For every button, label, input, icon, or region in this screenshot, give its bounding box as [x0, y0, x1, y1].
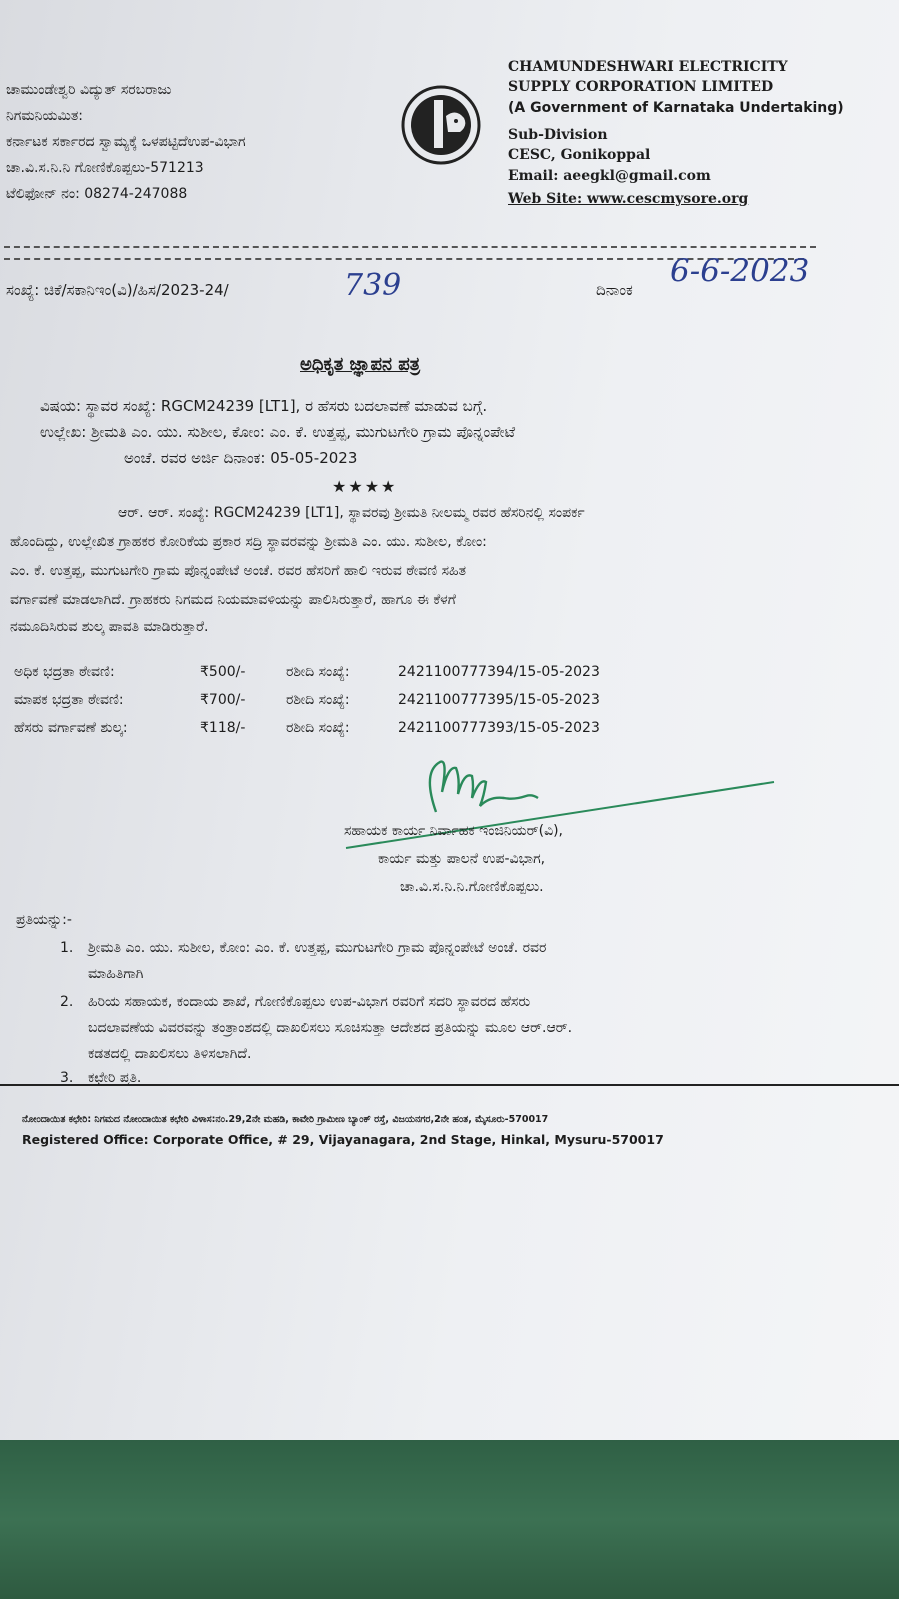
stars-separator: ★★★★ — [332, 477, 398, 496]
body-line-2: ಹೊಂದಿದ್ದು, ಉಲ್ಲೇಖಿತ ಗ್ರಾಹಕರ ಕೋರಿಕೆಯ ಪ್ರಕಾರ ಸದ್ರಿ ಸ್ಥಾವರವನ್ನು ಶ್ರೀಮತಿ ಎಂ. ಯು. ಸುಶೀಲ, ಕೋಂ: — [10, 534, 487, 550]
signatory-designation: ಸಹಾಯಕ ಕಾರ್ಯ ನಿರ್ವಾಹಕ ಇಂಜಿನಿಯರ್(ವಿ), — [344, 823, 564, 839]
header-en-line-3: (A Government of Karnataka Undertaking) — [508, 100, 844, 116]
fee-row — [14, 720, 600, 736]
reference-number-label: ಸಂಖ್ಯೆ: ಚಿಕೆ/ಸಕಾನಿಇಂ(ವಿ)/ಹಿಸ/2023-24/ — [6, 281, 229, 299]
footer-divider — [0, 1084, 899, 1086]
copy-line: ಶ್ರೀಮತಿ ಎಂ. ಯು. ಸುಶೀಲ, ಕೋಂ: ಎಂ. ಕೆ. ಉತ್ತಪ್ಪ, ಮುಗುಟಗೇರಿ ಗ್ರಾಮ ಪೊನ್ನಂಪೇಟೆ ಅಂಚೆ. ರವರ — [88, 940, 547, 956]
header-en-line-1: CHAMUNDESHWARI ELECTRICITY — [508, 59, 788, 75]
body-line-5: ನಮೂದಿಸಿರುವ ಶುಲ್ಕ ಪಾವತಿ ಮಾಡಿರುತ್ತಾರೆ. — [10, 619, 209, 635]
copy-number: 3. — [60, 1070, 74, 1086]
copy-line: ಹಿರಿಯ ಸಹಾಯಕ, ಕಂದಾಯ ಶಾಖೆ, ಗೋಣಿಕೊಪ್ಪಲು ಉಪ-ವಿಭಾಗ ರವರಿಗೆ ಸದರಿ ಸ್ಥಾವರದ ಹೆಸರು — [88, 994, 531, 1010]
body-line-1: ಆರ್. ಆರ್. ಸಂಖ್ಯೆ: RGCM24239 [LT1], ಸ್ಥಾವರವು ಶ್ರೀಮತಿ ನೀಲಮ್ಮ ರವರ ಹೆಸರಿನಲ್ಲಿ ಸಂಪರ್ಕ — [118, 505, 585, 521]
header-kn-line-3: ಕರ್ನಾಟಕ ಸರ್ಕಾರದ ಸ್ವಾಮ್ಯಕ್ಕೆ ಒಳಪಟ್ಟಿದೆಉಪ-ವಿಭಾಗ — [6, 134, 246, 150]
copy-line: ಕಛೇರಿ ಪ್ರತಿ. — [88, 1070, 142, 1086]
cesc-logo-icon — [398, 82, 484, 168]
fee-receipt-number: 2421100777393/15-05-2023 — [398, 720, 600, 736]
fee-amount: ₹118/- — [200, 720, 246, 736]
copy-number: 1. — [60, 940, 74, 956]
copy-number: 2. — [60, 994, 74, 1010]
fee-label: ಹೆಸರು ವರ್ಗಾವಣೆ ಶುಲ್ಕ: — [14, 720, 128, 736]
fee-receipt-number: 2421100777395/15-05-2023 — [398, 692, 600, 708]
copy-line: ಮಾಹಿತಿಗಾಗಿ — [88, 966, 144, 982]
fee-label: ಮಾಪಕ ಭದ್ರತಾ ಠೇವಣಿ: — [14, 692, 124, 708]
header-kn-line-4: ಚಾ.ವಿ.ಸ.ನಿ.ನಿ ಗೋಣಿಕೊಪ್ಪಲು-571213 — [6, 160, 204, 176]
header-en-email: Email: aeegkl@gmail.com — [508, 168, 711, 184]
copy-line: ಬದಲಾವಣೆಯ ವಿವರವನ್ನು ತಂತ್ರಾಂಶದಲ್ಲಿ ದಾಖಲಿಸಲು ಸೂಚಿಸುತ್ತಾ ಆದೇಶದ ಪ್ರತಿಯನ್ನು ಮೂಲ ಆರ್.ಆರ್. — [88, 1020, 573, 1036]
fee-receipt-label: ರಶೀದಿ ಸಂಖ್ಯೆ: — [286, 664, 350, 680]
header-kn-line-5: ಟೆಲಿಫೋನ್ ನಂ: 08274-247088 — [6, 186, 188, 202]
header-kn-line-1: ಚಾಮುಂಡೇಶ್ವರಿ ವಿದ್ಯುತ್ ಸರಬರಾಜು — [6, 82, 172, 98]
fee-row — [14, 664, 600, 680]
background-cloth — [0, 1440, 899, 1599]
date-label: ದಿನಾಂಕ — [596, 281, 633, 299]
fee-amount: ₹700/- — [200, 692, 246, 708]
subject-line: ವಿಷಯ: ಸ್ಥಾವರ ಸಂಖ್ಯೆ: RGCM24239 [LT1], ರ ಹೆಸರು ಬದಲಾವಣೆ ಮಾಡುವ ಬಗ್ಗೆ. — [40, 397, 488, 415]
fee-amount: ₹500/- — [200, 664, 246, 680]
body-line-3: ಎಂ. ಕೆ. ಉತ್ತಪ್ಪ, ಮುಗುಟಗೇರಿ ಗ್ರಾಮ ಪೊನ್ನಂಪೇಟೆ ಅಂಚೆ. ರವರ ಹೆಸರಿಗೆ ಹಾಲಿ ಇರುವ ಠೇವಣಿ ಸಹಿತ — [10, 563, 467, 579]
header-en-line-2: SUPPLY CORPORATION LIMITED — [508, 79, 774, 95]
header-en-line-5: CESC, Gonikoppal — [508, 147, 651, 163]
fee-row — [14, 692, 600, 708]
copy-line: ಕಡತದಲ್ಲಿ ದಾಖಲಿಸಲು ತಿಳಿಸಲಾಗಿದೆ. — [88, 1046, 252, 1062]
header-kn-line-2: ನಿಗಮನಿಯಮಿತ: — [6, 108, 83, 124]
fee-label: ಅಧಿಕ ಭದ್ರತಾ ಠೇವಣಿ: — [14, 664, 115, 680]
memo-title: ಅಧಿಕೃತ ಜ್ಞಾಪನ ಪತ್ರ — [300, 354, 421, 375]
fee-receipt-label: ರಶೀದಿ ಸಂಖ್ಯೆ: — [286, 692, 350, 708]
header-en-line-4: Sub-Division — [508, 127, 608, 143]
copies-heading: ಪ್ರತಿಯನ್ನು:- — [16, 912, 72, 928]
header-divider — [4, 246, 816, 248]
fee-receipt-label: ರಶೀದಿ ಸಂಖ್ಯೆ: — [286, 720, 350, 736]
reference-line-2: ಅಂಚೆ. ರವರ ಅರ್ಜಿ ದಿನಾಂಕ: 05-05-2023 — [124, 449, 358, 467]
signatory-office: ಚಾ.ವಿ.ಸ.ನಿ.ನಿ.ಗೋಣಿಕೊಪ್ಪಲು. — [400, 879, 544, 895]
fee-receipt-number: 2421100777394/15-05-2023 — [398, 664, 600, 680]
footer-english-address: Registered Office: Corporate Office, # 29, Vijayanagara, 2nd Stage, Hinkal, Mysuru-570017 — [22, 1132, 664, 1147]
signatory-department: ಕಾರ್ಯ ಮತ್ತು ಪಾಲನೆ ಉಪ-ವಿಭಾಗ, — [378, 851, 546, 867]
date-handwritten: 6-6-2023 — [670, 253, 810, 289]
footer-kannada-address: ನೋಂದಾಯಿತ ಕಛೇರಿ: ನಿಗಮದ ನೋಂದಾಯಿತ ಕಛೇರಿ ವಿಳಾಸ:ನಂ.29,2ನೇ ಮಹಡಿ, ಕಾವೇರಿ ಗ್ರಾಮೀಣ ಬ್ಯಾಂಕ್ ರಸ್ತೆ, ವಿಜಯನಗರ,2ನೇ ಹಂತ, ಮೈಸೂರು-570017 — [22, 1114, 549, 1125]
reference-number-handwritten: 739 — [344, 268, 402, 303]
body-line-4: ವರ್ಗಾವಣೆ ಮಾಡಲಾಗಿದೆ. ಗ್ರಾಹಕರು ನಿಗಮದ ನಿಯಮಾವಳಿಯನ್ನು ಪಾಲಿಸಿರುತ್ತಾರೆ, ಹಾಗೂ ಈ ಕೆಳಗೆ — [10, 592, 456, 608]
reference-line-1: ಉಲ್ಲೇಖ: ಶ್ರೀಮತಿ ಎಂ. ಯು. ಸುಶೀಲ, ಕೋಂ: ಎಂ. ಕೆ. ಉತ್ತಪ್ಪ, ಮುಗುಟಗೇರಿ ಗ್ರಾಮ ಪೊನ್ನಂಪೇಟೆ — [40, 423, 516, 441]
header-en-website: Web Site: www.cescmysore.org — [508, 191, 749, 207]
